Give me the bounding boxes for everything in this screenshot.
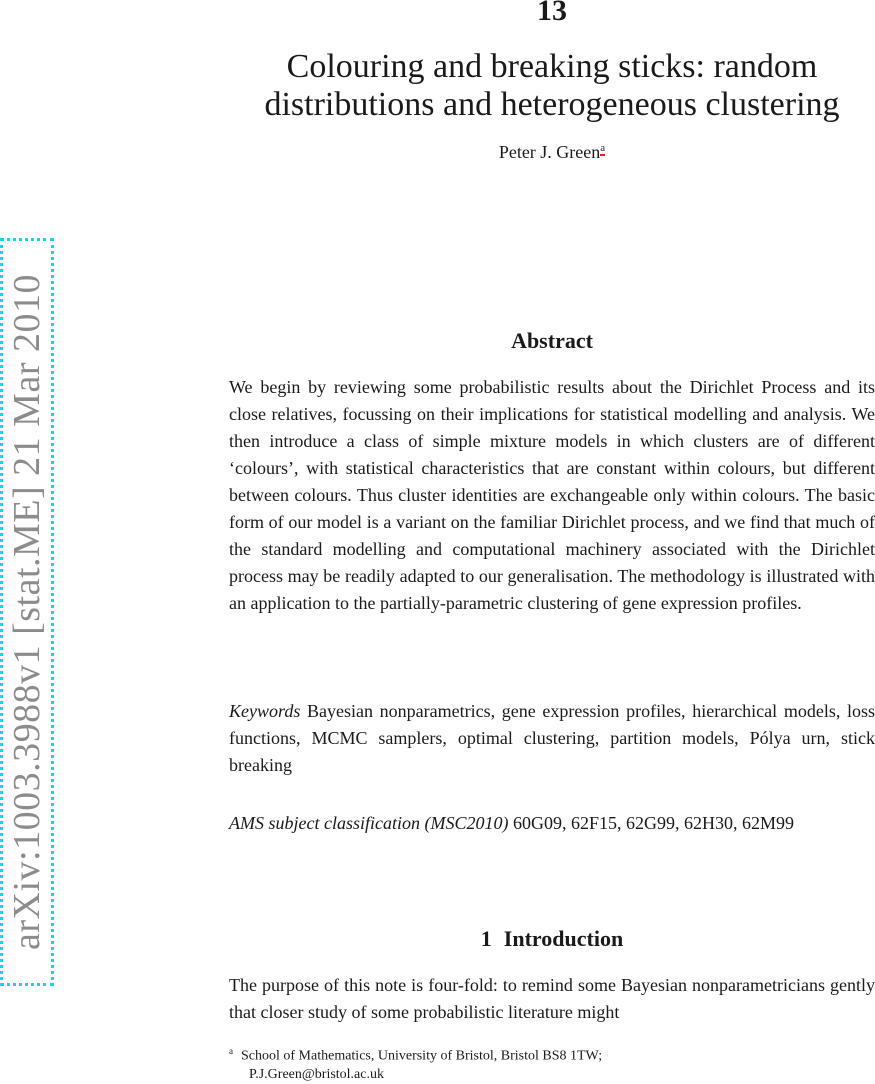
section-title: Introduction — [503, 926, 624, 951]
arxiv-stamp-text: arXiv:1003.3988v1 [stat.ME] 21 Mar 2010 — [6, 274, 48, 950]
abstract-heading: Abstract — [511, 328, 593, 353]
chapter-number: 13 — [537, 0, 567, 27]
abstract-text: We begin by reviewing some probabilistic results about the Dirichlet Process and its close relatives, focussing on their implications for statistical modelling and analysis. We then introduce a class of simple mixture models in which clusters are of different ‘colours’, with statistical characteristics that are constant within colours, but different between colours. Thus cluster identities are exchangeable only within colours. The basic form of our model is a variant on the familiar Dirichlet process, and we find that much of the standard modelling and computational machinery associated with the Dirichlet process may be readily adapted to our generalisation. The methodology is illustrated with an application to the partially-parametric clustering of gene expression profiles. — [229, 377, 875, 613]
intro-text: The purpose of this note is four-fold: to remind some Bayesian nonparametricians gently that closer study of some probabilistic literature might — [229, 975, 875, 1022]
footnote-email: P.J.Green@bristol.ac.uk — [249, 1066, 384, 1082]
footnote-mark: a — [229, 1046, 233, 1056]
section-heading — [229, 926, 875, 952]
ams-codes: 60G09, 62F15, 62G99, 62H30, 62M99 — [512, 813, 794, 833]
keywords-text: Bayesian nonparametrics, gene expression profiles, hierarchical models, loss functions, MCMC samplers, optimal clustering, partition models, Pólya urn, stick breaking — [229, 701, 875, 775]
footnote-affiliation: School of Mathematics, University of Bristol, Bristol BS8 1TW; — [241, 1048, 603, 1064]
keywords-label: Keywords — [229, 701, 301, 721]
arxiv-stamp — [0, 238, 54, 986]
author-line — [229, 142, 875, 163]
ams-label: AMS subject classification (MSC2010) — [229, 813, 509, 833]
affiliation-link[interactable]: a — [600, 142, 606, 154]
author-name: Peter J. Green — [498, 142, 601, 162]
ams-paragraph — [229, 810, 875, 837]
footnote — [229, 1042, 875, 1084]
keywords-paragraph — [229, 698, 875, 779]
section-number: 1 — [480, 926, 492, 951]
paper-title: Colouring and breaking sticks: random distributions and heterogeneous clustering — [264, 48, 840, 123]
